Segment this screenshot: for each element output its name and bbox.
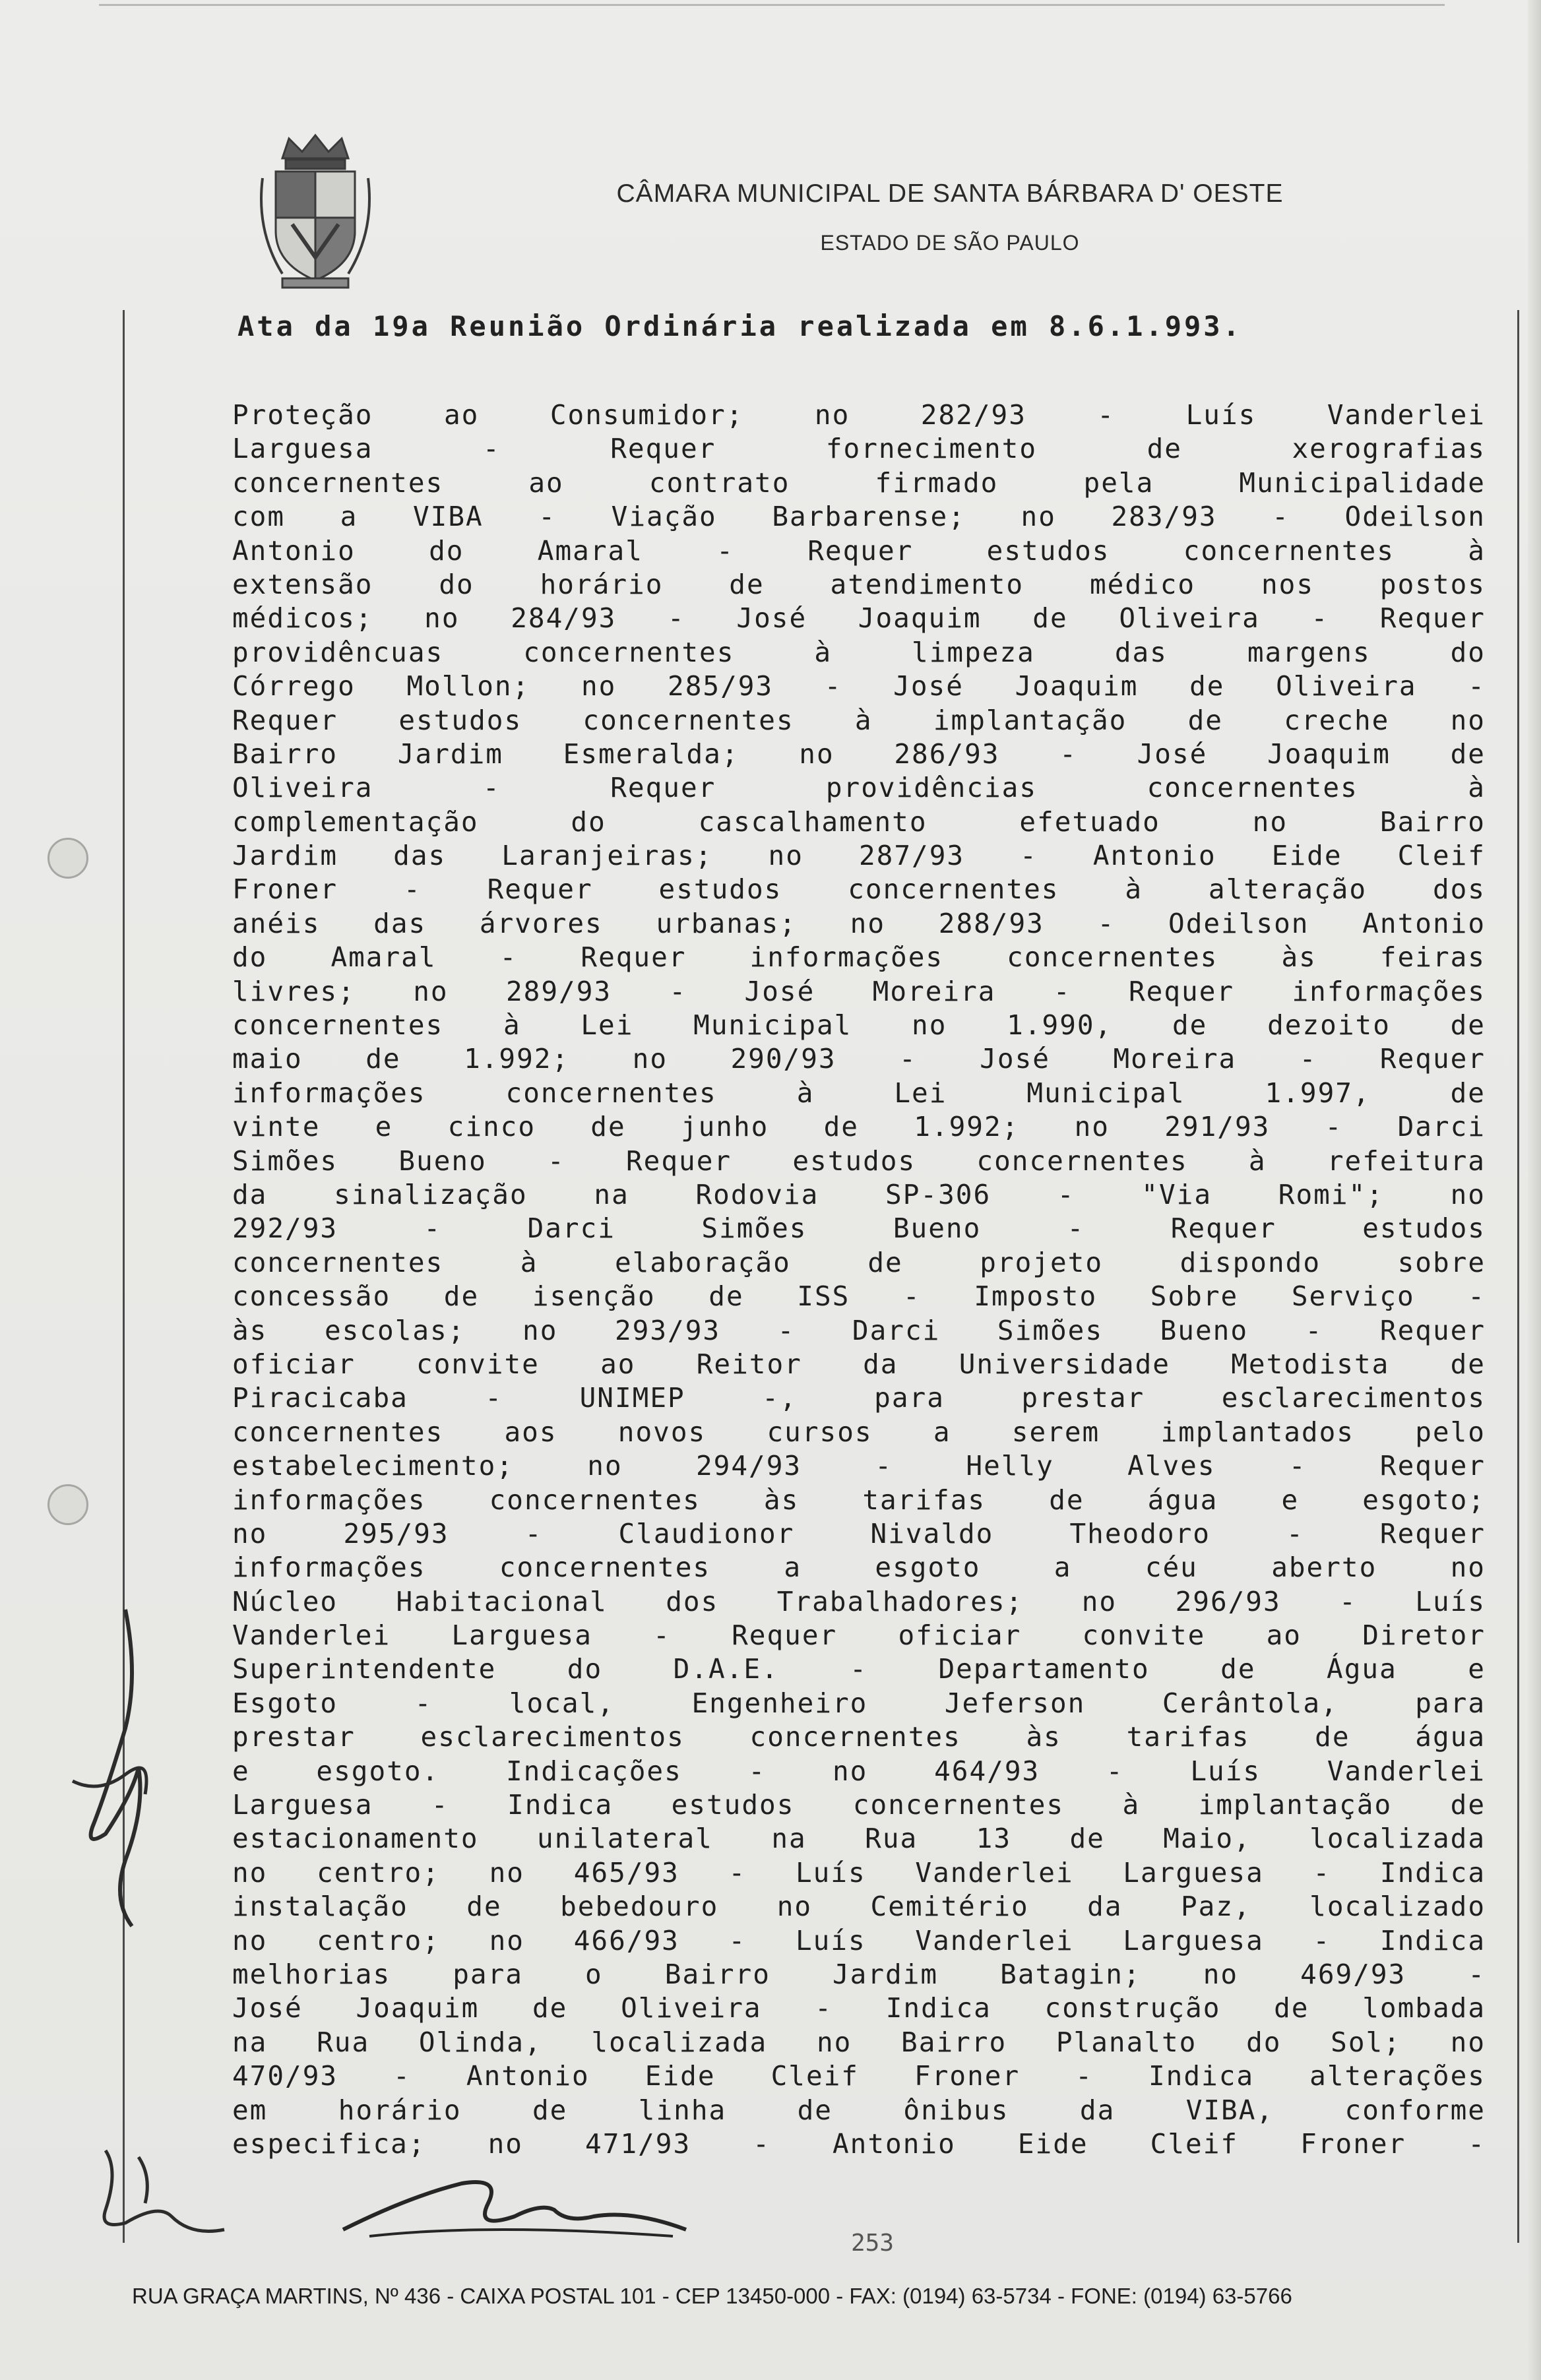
left-margin-rule <box>123 310 125 2243</box>
minutes-line: Esgoto - local, Engenheiro Jeferson Cerântola, para <box>232 1687 1486 1719</box>
municipal-coat-of-arms-icon <box>256 132 375 290</box>
margin-signature-mark <box>46 1596 204 1939</box>
minutes-line: oficiar convite ao Reitor da Universidade Metodista de <box>232 1348 1486 1380</box>
minutes-line: no 295/93 - Claudionor Nivaldo Theodoro - Requer <box>232 1517 1486 1550</box>
minutes-line: providêncuas concernentes à limpeza das margens do <box>232 636 1486 668</box>
minutes-line: com a VIBA - Viação Barbarense; no 283/93 - Odeilson <box>232 501 1486 533</box>
minutes-line: médicos; no 284/93 - José Joaquim de Oliveira - Requer <box>232 602 1486 635</box>
minutes-body <box>232 398 1486 2161</box>
minutes-line: Froner - Requer estudos concernentes à alteração dos <box>232 873 1486 906</box>
minutes-line: do Amaral - Requer informações concernentes às feiras <box>232 941 1486 974</box>
minutes-line: complementação do cascalhamento efetuado no Bairro <box>232 805 1486 838</box>
minutes-line: Larguesa - Indica estudos concernentes à implantação de <box>232 1789 1486 1821</box>
minutes-line: anéis das árvores urbanas; no 288/93 - Odeilson Antonio <box>232 907 1486 939</box>
minutes-line: concessão de isenção de ISS - Imposto Sobre Serviço - <box>232 1280 1486 1313</box>
minutes-line: no centro; no 466/93 - Luís Vanderlei Larguesa - Indica <box>232 1924 1486 1957</box>
minutes-line: melhorias para o Bairro Jardim Batagin; no 469/93 - <box>232 1958 1486 1990</box>
minutes-line: Requer estudos concernentes à implantação de creche no <box>232 704 1486 736</box>
minutes-line: Núcleo Habitacional dos Trabalhadores; no 296/93 - Luís <box>232 1585 1486 1617</box>
minutes-line: Proteção ao Consumidor; no 282/93 - Luís Vanderlei <box>232 399 1486 431</box>
minutes-line: concernentes aos novos cursos a serem implantados pelo <box>232 1416 1486 1448</box>
minutes-line: informações concernentes à Lei Municipal 1.997, de <box>232 1077 1486 1109</box>
minutes-line: e esgoto. Indicações - no 464/93 - Luís Vanderlei <box>232 1755 1486 1787</box>
punch-hole-top <box>47 838 88 879</box>
minutes-line: prestar esclarecimentos concernentes às tarifas de água <box>232 1721 1486 1753</box>
page-edge-shadow <box>1528 0 1541 2380</box>
minutes-line: da sinalização na Rodovia SP-306 - "Via Romi"; no <box>232 1178 1486 1210</box>
minutes-line: 292/93 - Darci Simões Bueno - Requer estudos <box>232 1212 1486 1245</box>
minutes-line: Antonio do Amaral - Requer estudos concernentes à <box>232 534 1486 567</box>
minutes-line: Oliveira - Requer providências concernentes à <box>232 772 1486 804</box>
punch-hole-bottom <box>47 1484 88 1525</box>
minutes-line: às escolas; no 293/93 - Darci Simões Bueno - Requer <box>232 1314 1486 1346</box>
page-edge-line <box>99 4 1445 6</box>
minutes-line: extensão do horário de atendimento médico nos postos <box>232 568 1486 600</box>
minutes-line: no centro; no 465/93 - Luís Vanderlei Larguesa - Indica <box>232 1856 1486 1889</box>
presiding-signature <box>330 2157 699 2256</box>
minutes-line: concernentes à elaboração de projeto dispondo sobre <box>232 1246 1486 1278</box>
minutes-line: concernentes ao contrato firmado pela Municipalidade <box>232 466 1486 499</box>
minutes-line: Córrego Mollon; no 285/93 - José Joaquim de Oliveira - <box>232 670 1486 703</box>
minutes-line: instalação de bebedouro no Cemitério da Paz, localizado <box>232 1891 1486 1923</box>
page-number: 253 <box>851 2230 895 2257</box>
minutes-line: concernentes à Lei Municipal no 1.990, de dezoito de <box>232 1009 1486 1042</box>
minutes-line: em horário de linha de ônibus da VIBA, conforme <box>232 2094 1486 2126</box>
minutes-line: Vanderlei Larguesa - Requer oficiar convite ao Diretor <box>232 1619 1486 1652</box>
minutes-line: José Joaquim de Oliveira - Indica construção de lombada <box>232 1992 1486 2024</box>
state-name: ESTADO DE SÃO PAULO <box>820 231 1080 255</box>
minutes-line: Bairro Jardim Esmeralda; no 286/93 - José Joaquim de <box>232 737 1486 770</box>
minutes-line: maio de 1.992; no 290/93 - José Moreira - Requer <box>232 1043 1486 1075</box>
minutes-line: estacionamento unilateral na Rua 13 de Maio, localizada <box>232 1823 1486 1855</box>
minutes-line: estabelecimento; no 294/93 - Helly Alves - Requer <box>232 1450 1486 1482</box>
institution-name: CÂMARA MUNICIPAL DE SANTA BÁRBARA D' OESTE <box>616 179 1284 208</box>
minutes-line: 470/93 - Antonio Eide Cleif Froner - Indica alterações <box>232 2060 1486 2092</box>
minutes-line: especifica; no 471/93 - Antonio Eide Cleif Froner - <box>232 2127 1486 2160</box>
minutes-line: Piracicaba - UNIMEP -, para prestar esclarecimentos <box>232 1382 1486 1414</box>
footer-address: RUA GRAÇA MARTINS, Nº 436 - CAIXA POSTAL 101 - CEP 13450-000 - FAX: (0194) 63-5734 - FONE: (0194) 63-5766 <box>132 2284 1292 2308</box>
minutes-line: livres; no 289/93 - José Moreira - Requer informações <box>232 975 1486 1007</box>
minutes-line: na Rua Olinda, localizada no Bairro Planalto do Sol; no <box>232 2026 1486 2058</box>
minutes-line: informações concernentes a esgoto a céu aberto no <box>232 1551 1486 1584</box>
minutes-line: vinte e cinco de junho de 1.992; no 291/93 - Darci <box>232 1111 1486 1143</box>
minutes-title: Ata da 19a Reunião Ordinária realizada em 8.6.1.993. <box>237 310 1242 342</box>
initials-mark <box>79 2131 251 2243</box>
minutes-line: Superintendente do D.A.E. - Departamento de Água e <box>232 1653 1486 1685</box>
minutes-line: Larguesa - Requer fornecimento de xerografias <box>232 433 1486 465</box>
minutes-line: Simões Bueno - Requer estudos concernentes à refeitura <box>232 1144 1486 1177</box>
right-margin-rule <box>1517 310 1519 2243</box>
minutes-line: informações concernentes às tarifas de água e esgoto; <box>232 1484 1486 1516</box>
minutes-line: Jardim das Laranjeiras; no 287/93 - Antonio Eide Cleif <box>232 840 1486 872</box>
